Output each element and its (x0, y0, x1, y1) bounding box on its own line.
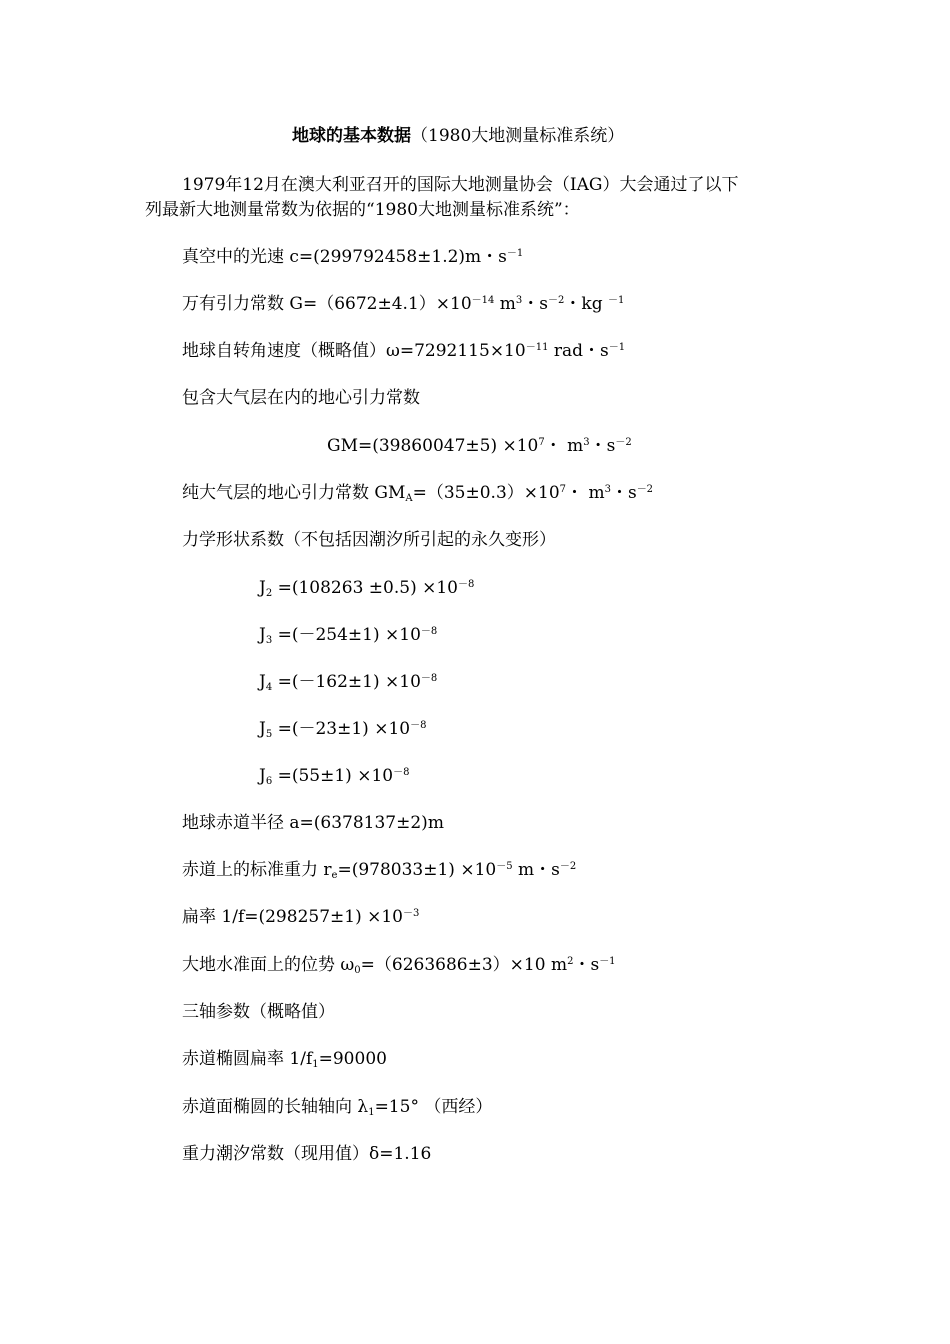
j4-value: $J_4 =(-162\pm 1) \times 10^{-8}$ (259, 672, 438, 693)
gm-value: $GM=(39860047\pm 5) \times 10^7$・ $m^3$・$s^{-2}$ (327, 436, 632, 456)
dynamic-form-label: 力学形状系数（不包括因潮汐所引起的永久变形） (182, 530, 556, 550)
intro-line-2: 列最新大地测量常数为依据的“1980大地测量标准系统”： (145, 200, 580, 220)
page-title (292, 126, 624, 146)
j5-value: $J_5 =(-23\pm 1) \times 10^{-8}$ (259, 719, 427, 740)
geoid-potential: 大地水准面上的位势 $\omega_0=(6263686\pm 3)\times 10$ $m^2$・$s^{-1}$ (182, 955, 616, 976)
j2-value: $J_2 =(108263 \pm 0.5) \times 10^{-8}$ (259, 578, 475, 599)
title-rest: （1980大地测量标准系统） (411, 126, 625, 146)
tidal-constant: 重力潮汐常数（现用值）δ=1.16 (182, 1144, 432, 1164)
speed-of-light: 真空中的光速 c=(299792458±1.2)m・$s^{-1}$ (182, 247, 524, 267)
equatorial-radius: 地球赤道半径 a=(6378137±2)m (182, 813, 444, 833)
flattening: 扁率 $1/f=(298257\pm 1) \times 10^{-3}$ (182, 907, 420, 927)
normal-gravity: 赤道上的标准重力 $r_e=(978033\pm 1) \times 10^{-5}$ m・$s^{-2}$ (182, 860, 577, 881)
major-axis-longitude: 赤道面椭圆的长轴轴向 $\lambda_1=15^\circ$ （西经） (182, 1097, 493, 1118)
angular-velocity: 地球自转角速度（概略值）$\omega=7292115\times 10^{-11}$ rad・$s^{-1}$ (182, 341, 626, 361)
j6-value: $J_6 =(55\pm 1) \times 10^{-8}$ (259, 766, 410, 787)
j3-value: $J_3 =(-254\pm 1) \times 10^{-8}$ (259, 625, 438, 646)
equatorial-flattening: 赤道椭圆扁率 $1/f_1=90000$ (182, 1049, 387, 1070)
triaxial-label: 三轴参数（概略值） (182, 1002, 335, 1022)
title-bold: 地球的基本数据 (292, 126, 411, 146)
intro-line-1: 1979年12月在澳大利亚召开的国际大地测量协会（IAG）大会通过了以下 (182, 175, 739, 195)
gravitational-constant: 万有引力常数 $G=(6672\pm 4.1)\times 10^{-14}$ $m^3$・$s^{-2}$・kg $^{-1}$ (182, 294, 625, 314)
gma-value: 纯大气层的地心引力常数 $GM_A=(35\pm 0.3)\times 10^7$・ $m^3$・$s^{-2}$ (182, 483, 654, 504)
gm-label: 包含大气层在内的地心引力常数 (182, 388, 420, 408)
